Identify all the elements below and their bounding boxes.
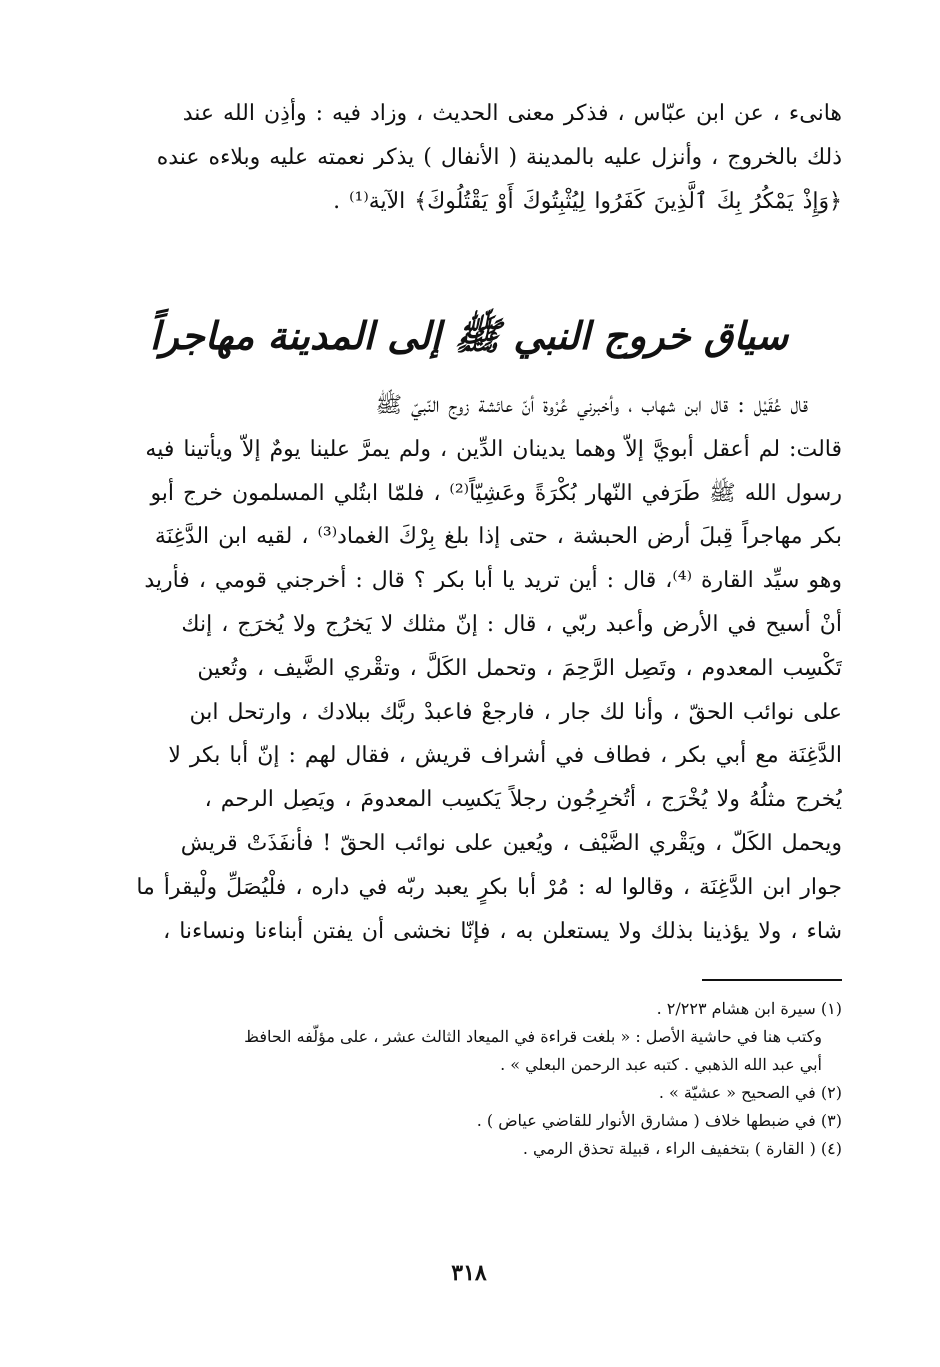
text-line: قال عُقَيْل : قال ابن شهاب ، وأخبرني عُرْوة أنّ عائشة زوج النّبيّ ﷺ xyxy=(375,393,808,418)
footnote-1-note-cont: أبي عبد الله الذهبي . كتبه عبد الرحمن البعلي » . xyxy=(500,1055,822,1075)
text-line: جوار ابن الدَّغِنَة ، وقالوا له : مُرْ أبا بكرٍ يعبد ربّه في داره ، فلْيُصَلِّ ولْيقرأ ما xyxy=(136,874,842,900)
text-line: يُخرج مثلُهُ ولا يُخْرَج ، أتُخرِجُون رجلاً يَكسِب المعدومَ ، ويَصِل الرحم ، xyxy=(204,787,842,813)
book-page xyxy=(96,92,842,1352)
text-line: رسول الله ﷺ طَرَفي النّهار بُكْرَةً وعَشِيّاً⁽²⁾ ، فلمّا ابتُلي المسلمون خرج أبو xyxy=(150,480,842,506)
footnote-4: (٤) ( القارة ) بتخفيف الراء ، قبيلة تحذق الرمي . xyxy=(522,1139,842,1159)
text-line: هانىء ، عن ابن عبّاس ، فذكر معنى الحديث ، وزاد فيه : وأذِن الله عند xyxy=(182,101,842,126)
text-line: أنْ أسيح في الأرض وأعبد ربّي ، قال : إنّ مثلك لا يَخرُج ولا يُخرَج ، إنك xyxy=(181,611,842,637)
page-number: ٣١٨ xyxy=(451,1260,487,1286)
footnote-3: (٣) في ضبطها خلاف ( مشارق الأنوار للقاضي عياض ) . xyxy=(476,1111,842,1131)
quran-verse-line: ﴿وَإِذْ يَمْكُرُ بِكَ ٱلَّذِينَ كَفَرُوا لِيُثْبِتُوكَ أَوْ يَقْتُلُوكَ﴾ الآية⁽¹⁾ . xyxy=(333,189,842,214)
main-paragraph xyxy=(96,384,842,953)
text-line: قالت: لم أعقل أبويَّ إلاّ وهما يدينان الدِّين ، ولم يمرَّ علينا يومٌ إلاّ ويأتينا فيه xyxy=(145,436,842,462)
text-line: ويحمل الكَلّ ، ويَقْري الضَّيْف ، ويُعين على نوائب الحقّ ! فأنفَذَتْ قريش xyxy=(180,830,842,856)
section-title: سياق خروج النبي ﷺ إلى المدينة مهاجراً xyxy=(149,313,789,358)
text-line: تَكْسِب المعدوم ، وتَصِل الرَّحِمَ ، وتحمل الكَلَّ ، وتقْري الضَّيف ، وتُعين xyxy=(197,655,842,681)
footnote-1-note: وكتب هنا في حاشية الأصل : « بلغت قراءة في الميعاد الثالث عشر ، على مؤلّفه الحافظ xyxy=(244,1027,822,1047)
footnote-separator xyxy=(702,979,842,981)
text-line: وهو سيِّد القارة ⁽⁴⁾، قال : أين تريد يا أبا بكر ؟ قال : أخرجني قومي ، فأريد xyxy=(144,568,842,594)
intro-paragraph xyxy=(96,92,842,224)
text-line: الدَّغِنَة مع أبي بكر ، فطاف في أشراف قريش ، فقال لهم : إنّ أبا بكر لا xyxy=(168,743,842,769)
footnote-1: (١) سيرة ابن هشام ٢/٢٢٣ . xyxy=(656,999,842,1019)
text-line: بكر مهاجراً قِبلَ أرض الحبشة ، حتى إذا بلغ بِرْكَ الغماد⁽³⁾ ، لقيه ابن الدَّغِنَة xyxy=(154,524,842,550)
text-line: ذلك بالخروج ، وأنزل عليه بالمدينة ( الأنفال ) يذكر نعمته عليه وبلاءه عنده xyxy=(156,145,842,170)
footnotes xyxy=(96,995,842,1163)
text-line: شاء ، ولا يؤذينا بذلك ولا يستعلن به ، فإنّا نخشى أن يفتن أبناءنا ونساءنا ، xyxy=(163,918,842,944)
text-line: على نوائب الحقّ ، وأنا لك جار ، فارجعْ فاعبدْ ربَّك ببلادك ، وارتحل ابن xyxy=(189,699,842,725)
footnote-2: (٢) في الصحيح « عشيّة » . xyxy=(658,1083,842,1103)
